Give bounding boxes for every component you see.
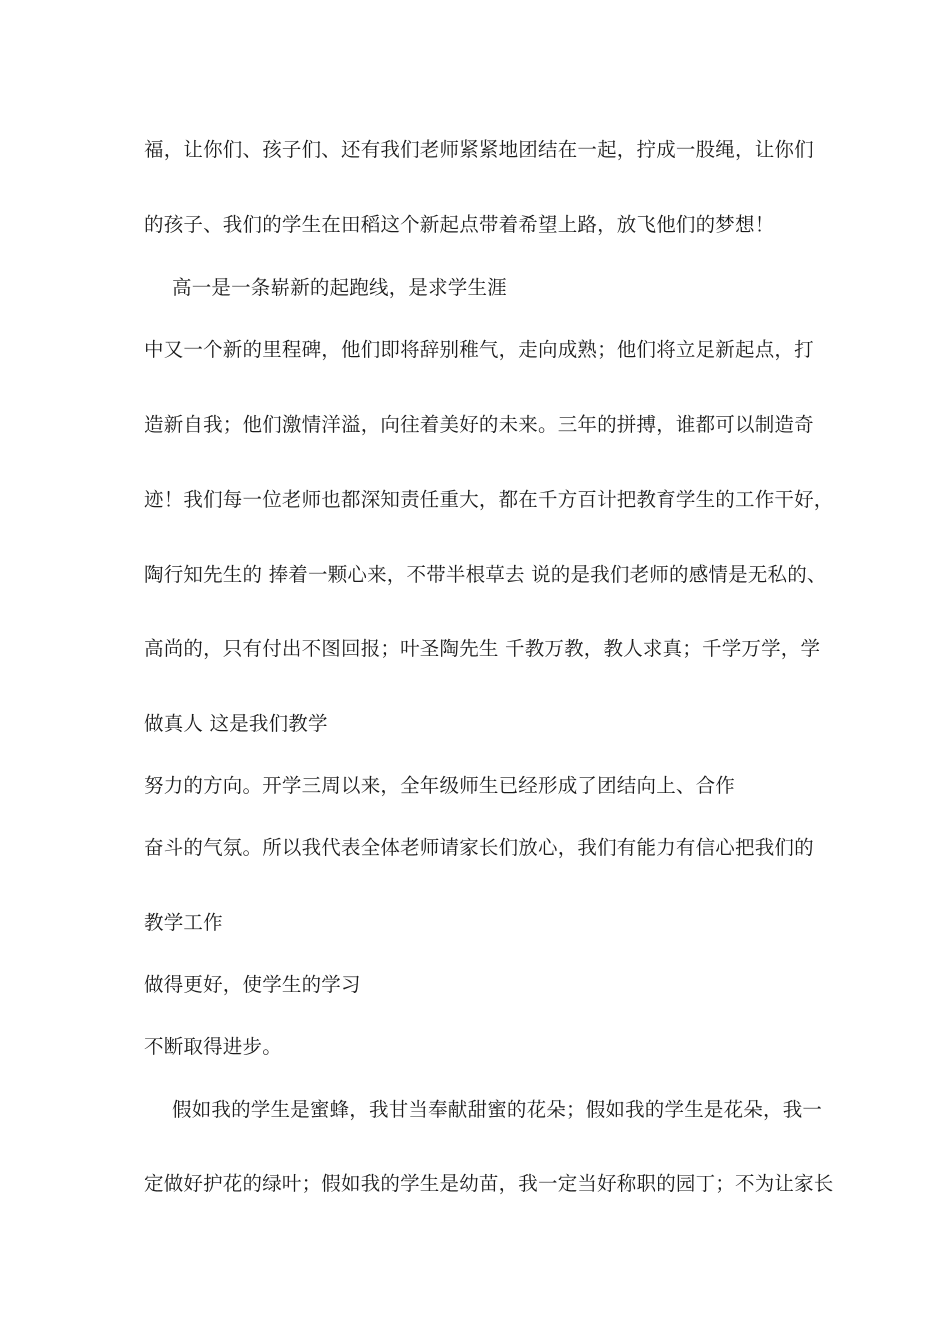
text-line: 高尚的，只有付出不图回报；叶圣陶先生 千教万教，教人求真；千学万学，学	[144, 637, 821, 660]
text-line: 做得更好，使学生的学习	[144, 973, 361, 996]
text-line: 福，让你们、孩子们、还有我们老师紧紧地团结在一起，拧成一股绳，让你们	[144, 138, 814, 161]
text-line: 的孩子、我们的学生在田稻这个新起点带着希望上路，放飞他们的梦想！	[144, 213, 775, 236]
text-line: 奋斗的气氛。所以我代表全体老师请家长们放心，我们有能力有信心把我们的	[144, 836, 814, 859]
paragraph-start-line: 假如我的学生是蜜蜂，我甘当奉献甜蜜的花朵；假如我的学生是花朵，我一	[172, 1098, 823, 1121]
text-line: 造新自我；他们激情洋溢，向往着美好的未来。三年的拼搏，谁都可以制造奇	[144, 413, 814, 436]
text-line: 陶行知先生的 捧着一颗心来，不带半根草去 说的是我们老师的感情是无私的、	[144, 563, 827, 586]
text-line: 不断取得进步。	[144, 1035, 282, 1058]
text-line: 定做好护花的绿叶；假如我的学生是幼苗，我一定当好称职的园丁；不为让家长	[144, 1172, 834, 1195]
text-line: 做真人 这是我们教学	[144, 712, 328, 735]
text-line: 努力的方向。开学三周以来，全年级师生已经形成了团结向上、合作	[144, 774, 736, 797]
text-line: 中又一个新的里程碑，他们即将辞别稚气，走向成熟；他们将立足新起点，打	[144, 338, 814, 361]
text-line: 迹！我们每一位老师也都深知责任重大，都在千方百计把教育学生的工作干好，	[144, 488, 834, 511]
text-line: 教学工作	[144, 911, 223, 934]
paragraph-start-line: 高一是一条崭新的起跑线，是求学生涯	[172, 276, 507, 299]
